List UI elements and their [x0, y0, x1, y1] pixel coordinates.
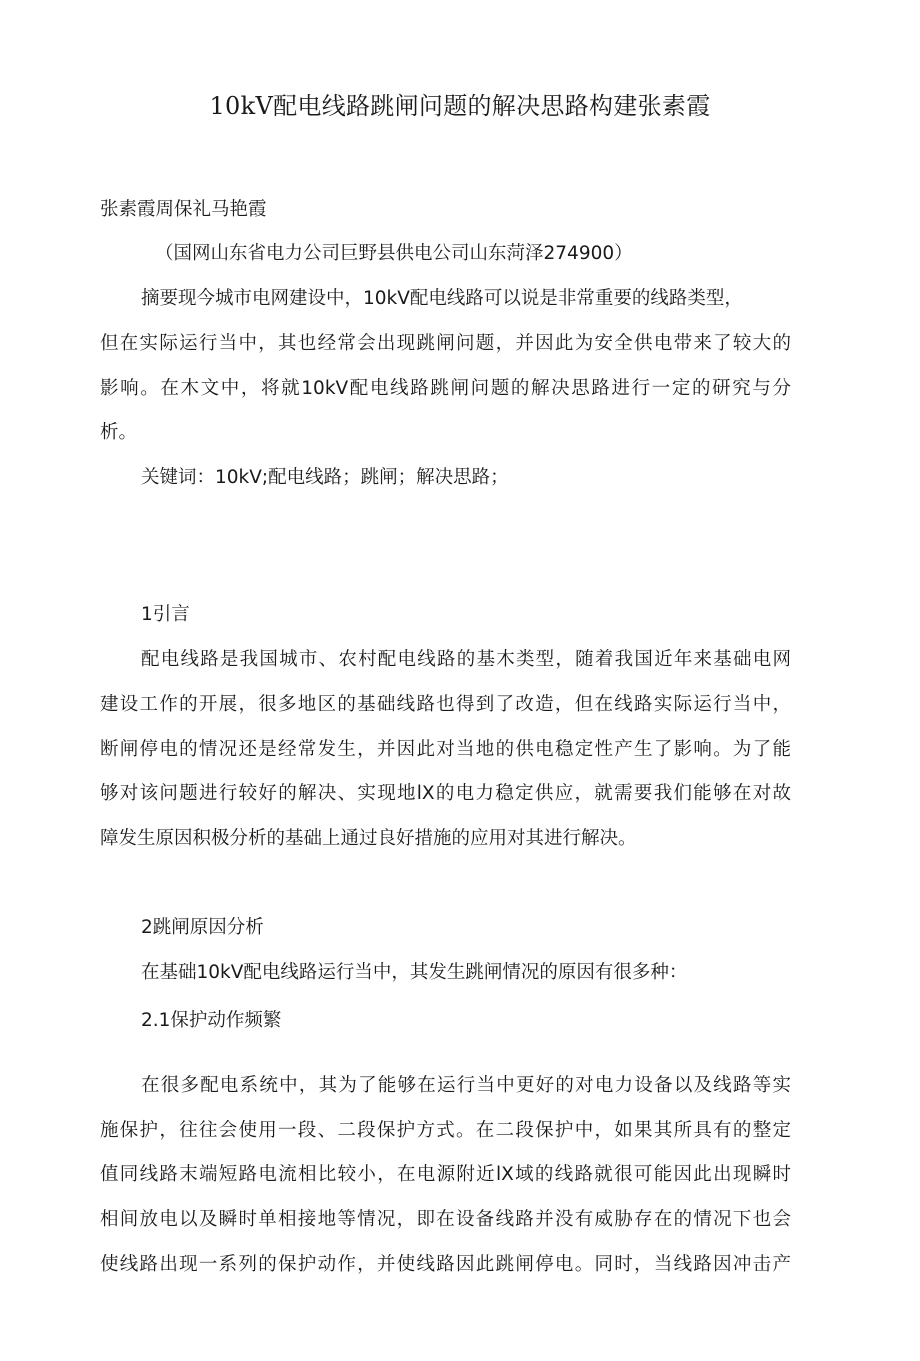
paragraph-line: 在很多配电系统中，其为了能够在运行当中更好的对电力设备以及线路等实 [141, 1075, 791, 1096]
paragraph-line: 施保护，往往会使用一段、二段保护方式。在二段保护中，如果其所具有的整定 [100, 1120, 791, 1141]
paragraph-line: 相间放电以及瞬时单相接地等情况，即在设备线路并没有威胁存在的情况下也会 [100, 1209, 791, 1230]
document-title: 10kV配电线路跳闸问题的解决思路构建张素霞 [209, 92, 711, 120]
abstract-line: 摘要现今城市电网建设中，10kV配电线路可以说是非常重要的线路类型， [141, 288, 743, 309]
paragraph-line: 配电线路是我国城市、农村配电线路的基木类型，随着我国近年来基础电网 [141, 649, 791, 670]
keywords: 关键词：10kV;配电线路；跳闸；解决思路； [141, 467, 509, 488]
abstract-line: 影响。在木文中，将就10kV配电线路跳闸问题的解决思路进行一定的研究与分 [100, 378, 791, 399]
section-heading: 1引言 [141, 604, 190, 625]
subsection-heading: 2.1保护动作频繁 [141, 1010, 282, 1031]
paragraph-line: 障发生原因积极分析的基础上通过良好措施的应用对其进行解决。 [100, 828, 637, 849]
paragraph-line: 值同线路末端短路电流相比较小，在电源附近lX域的线路就很可能因此出现瞬时 [100, 1164, 791, 1185]
paragraph-line: 在基础10kV配电线路运行当中，其发生跳闸情况的原因有很多种： [141, 962, 688, 983]
abstract-line: 析。 [100, 422, 138, 443]
paragraph-line: 建设工作的开展，很多地区的基础线路也得到了改造，但在线路实际运行当中， [100, 694, 791, 715]
authors: 张素霞周保礼马艳霞 [100, 199, 267, 220]
section-heading: 2跳闸原因分析 [141, 917, 264, 938]
paragraph-line: 断闸停电的情况还是经常发生，并因此对当地的供电稳定性产生了影响。为了能 [100, 739, 791, 760]
abstract-line: 但在实际运行当中，其也经常会出现跳闸问题，并因此为安全供电带来了较大的 [100, 333, 791, 354]
affiliation: （国网山东省电力公司巨野县供电公司山东菏泽274900） [155, 243, 633, 264]
paragraph-line: 使线路出现一系列的保护动作，并使线路因此跳闸停电。同时，当线路因冲击产 [100, 1254, 791, 1275]
paragraph-line: 够对该问题进行较好的解决、实现地lX的电力稳定供应，就需要我们能够在对故 [100, 783, 791, 804]
